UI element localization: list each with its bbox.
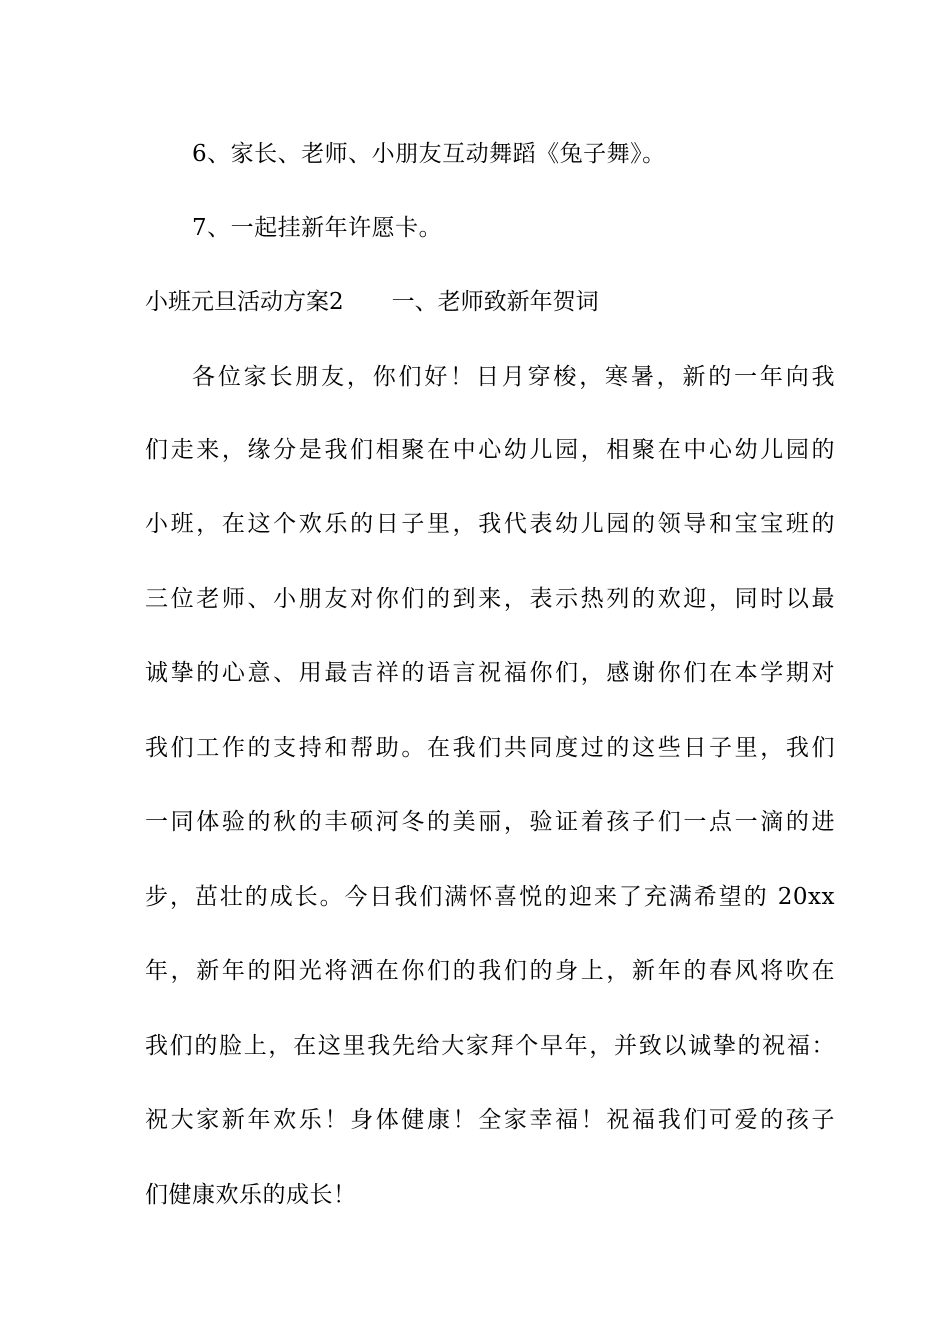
paragraph-line: 小班，在这个欢乐的日子里，我代表幼儿园的领导和宝宝班的 (145, 511, 835, 537)
paragraph-line: 我们工作的支持和帮助。在我们共同度过的这些日子里，我们 (145, 735, 835, 761)
paragraph-line: 诚挚的心意、用最吉祥的语言祝福你们，感谢你们在本学期对 (145, 660, 835, 686)
section-heading-row (145, 287, 835, 317)
paragraph-line: 步，茁壮的成长。今日我们满怀喜悦的迎来了充满希望的 20xx (145, 884, 835, 910)
section-title: 小班元旦活动方案2 (145, 289, 344, 315)
paragraph-line: 三位老师、小朋友对你们的到来，表示热列的欢迎，同时以最 (145, 586, 835, 612)
paragraph-line: 们健康欢乐的成长！ (145, 1182, 357, 1208)
section-subheading: 一、老师致新年贺词 (391, 289, 599, 315)
paragraph-line: 各位家长朋友，你们好！日月穿梭，寒暑，新的一年向我 (192, 364, 835, 390)
paragraph-line: 一同体验的秋的丰硕河冬的美丽，验证着孩子们一点一滴的进 (145, 809, 835, 835)
paragraph-line: 们走来，缘分是我们相聚在中心幼儿园，相聚在中心幼儿园的 (145, 437, 835, 463)
list-item-7: 7、一起挂新年许愿卡。 (192, 215, 443, 241)
paragraph-line: 我们的脸上，在这里我先给大家拜个早年，并致以诚挚的祝福： (145, 1033, 835, 1059)
paragraph-line: 年，新年的阳光将洒在你们的我们的身上，新年的春风将吹在 (145, 958, 835, 984)
list-item-6: 6、家长、老师、小朋友互动舞蹈《兔子舞》。 (192, 141, 666, 167)
paragraph-line: 祝大家新年欢乐！身体健康！全家幸福！祝福我们可爱的孩子 (145, 1107, 835, 1133)
